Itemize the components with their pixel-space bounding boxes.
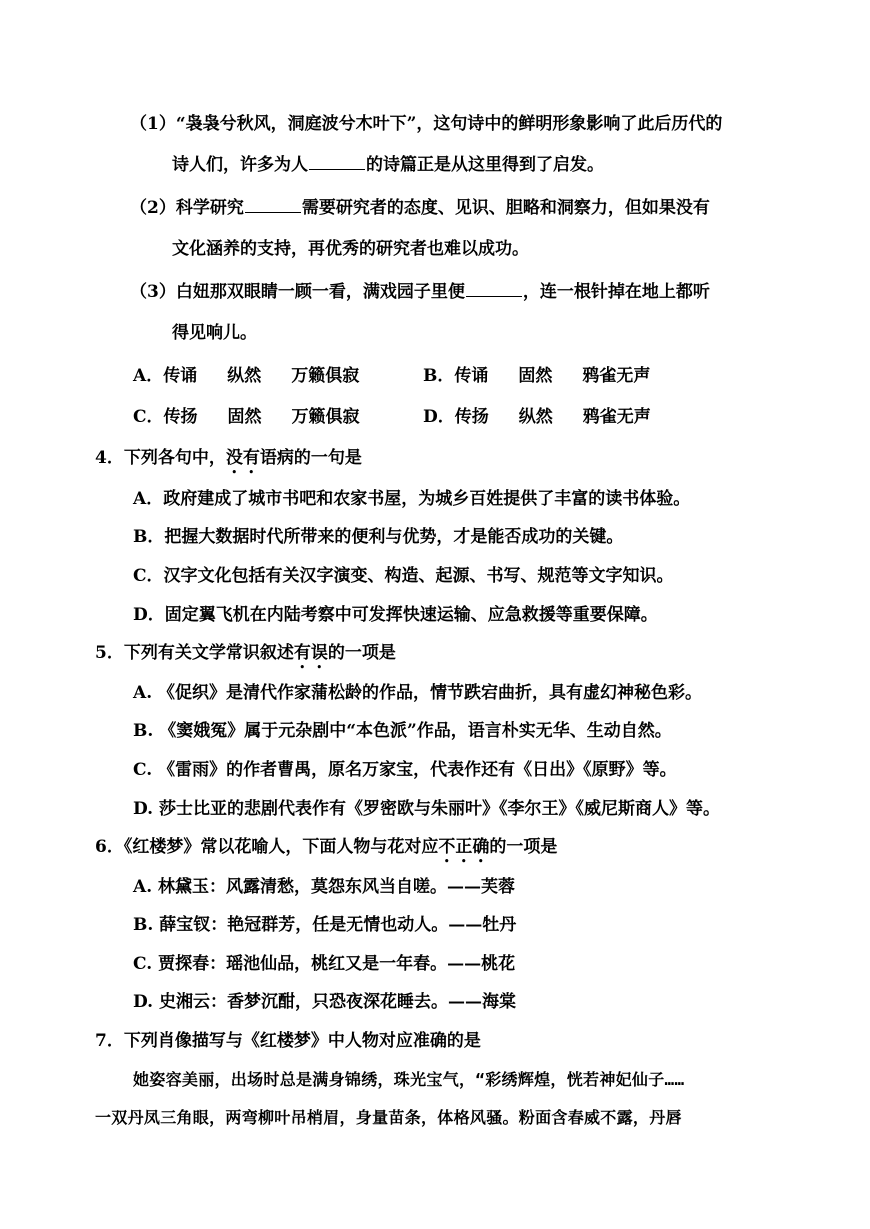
- q3-option-d[interactable]: [423, 405, 651, 429]
- q3-s3-text-pre: （3）白妞那双眼睛一顾一看，满戏园子里便: [130, 282, 465, 302]
- q3-s3-text-post: ，连一根针掉在地上都听: [522, 282, 710, 302]
- q3-option-c-word-2: 固然: [227, 407, 262, 427]
- q3-s3-text: 得见响儿。: [172, 323, 257, 343]
- q3-sentence-1-line-1: [130, 112, 722, 136]
- q5-option-a[interactable]: A. 《促织》是清代作家蒲松龄的作品，情节跌宕曲折，具有虚幻神秘色彩。: [133, 683, 703, 703]
- q3-option-d-word-1: D．传扬: [423, 407, 489, 427]
- q5-stem-emphasis: 有误: [293, 643, 328, 663]
- q5-option-b[interactable]: B. 《窦娥冤》属于元杂剧中“本色派”作品，语言朴实无华、生动自然。: [133, 721, 672, 741]
- q3-s1-text-pre: 诗人们，许多为人: [172, 155, 308, 175]
- q6-option-d[interactable]: D. 史湘云：香梦沉酣，只恐夜深花睡去。——海棠: [133, 992, 516, 1012]
- q3-sentence-3-line-2: [172, 321, 257, 345]
- q3-option-a[interactable]: [133, 364, 359, 388]
- q4-stem: [95, 446, 362, 478]
- q3-s2-text-pre: （2）科学研究: [130, 198, 244, 218]
- fill-blank-3[interactable]: [466, 282, 522, 297]
- q3-option-a-word-2: 纵然: [227, 366, 262, 386]
- q3-option-d-word-2: 纵然: [518, 407, 553, 427]
- q3-option-a-word-1: A．传诵: [133, 366, 198, 386]
- q6-stem-pre: 6．《红楼梦》常以花喻人，下面人物与花对应: [95, 837, 439, 857]
- q3-option-b[interactable]: [423, 364, 650, 388]
- q4-option-b[interactable]: B．把握大数据时代所带来的便利与优势，才是能否成功的关键。: [133, 527, 624, 547]
- q6-option-b[interactable]: B. 薛宝钗：艳冠群芳，任是无情也动人。——牡丹: [133, 915, 517, 935]
- q6-option-c[interactable]: C. 贾探春：瑶池仙品，桃红又是一年春。——桃花: [133, 954, 516, 974]
- q3-sentence-2-line-1: [130, 196, 710, 220]
- q3-option-d-word-3: 鸦雀无声: [582, 407, 651, 427]
- q3-sentence-1-line-2: [172, 153, 604, 177]
- q4-stem-emphasis: 没有: [225, 448, 260, 468]
- q3-s2-text: 文化涵养的支持，再优秀的研究者也难以成功。: [172, 239, 529, 259]
- fill-blank-1[interactable]: [309, 155, 365, 170]
- q3-sentence-2-line-2: [172, 237, 529, 261]
- q3-option-a-word-3: 万籁俱寂: [291, 366, 360, 386]
- q4-stem-pre: 4．下列各句中，: [95, 448, 226, 468]
- q7-passage-line-2: 一双丹凤三角眼，两弯柳叶吊梢眉，身量苗条，体格风骚。粉面含春威不露，丹唇: [95, 1108, 682, 1127]
- q4-option-d[interactable]: D．固定翼飞机在内陆考察中可发挥快速运输、应急救援等重要保障。: [133, 605, 658, 625]
- q3-s2-text-post: 需要研究者的态度、见识、胆略和洞察力，但如果没有: [301, 198, 710, 218]
- q5-option-c[interactable]: C. 《雷雨》的作者曹禺，原名万家宝，代表作还有《日出》《原野》等。: [133, 760, 677, 780]
- q6-stem-emphasis: 不正确: [438, 837, 490, 857]
- q5-stem-post: 的一项是: [327, 643, 396, 663]
- q3-option-c-word-1: C．传扬: [133, 407, 198, 427]
- q5-stem: [95, 641, 396, 673]
- q3-option-c[interactable]: [133, 405, 360, 429]
- q4-stem-post: 语病的一句是: [259, 448, 362, 468]
- q5-stem-pre: 5．下列有关文学常识叙述: [95, 643, 294, 663]
- q6-option-a[interactable]: A. 林黛玉：风露清愁，莫怨东风当自嗟。——芙蓉: [133, 877, 516, 897]
- q6-stem-post: 的一项是: [489, 837, 558, 857]
- q3-sentence-3-line-1: [130, 280, 710, 304]
- q7-stem: 7．下列肖像描写与《红楼梦》中人物对应准确的是: [95, 1031, 481, 1051]
- q5-option-d[interactable]: D. 莎士比亚的悲剧代表作有《罗密欧与朱丽叶》《李尔王》《威尼斯商人》等。: [133, 799, 720, 819]
- q3-option-c-word-3: 万籁俱寂: [291, 407, 360, 427]
- q3-option-b-word-1: B．传诵: [423, 366, 489, 386]
- q6-stem: [95, 835, 557, 867]
- q7-passage-line-1: 她姿容美丽，出场时总是满身锦绣，珠光宝气，“彩绣辉煌，恍若神妃仙子……: [133, 1070, 685, 1089]
- q3-s1-text: （1）“袅袅兮秋风，洞庭波兮木叶下”，这句诗中的鲜明形象影响了此后历代的: [130, 114, 723, 134]
- q3-option-b-word-3: 鸦雀无声: [582, 366, 651, 386]
- q3-s1-text-post: 的诗篇正是从这里得到了启发。: [366, 155, 604, 175]
- q3-option-b-word-2: 固然: [518, 366, 553, 386]
- fill-blank-2[interactable]: [245, 198, 301, 213]
- q4-option-a[interactable]: A．政府建成了城市书吧和农家书屋，为城乡百姓提供了丰富的读书体验。: [133, 489, 691, 509]
- q4-option-c[interactable]: C．汉字文化包括有关汉字演变、构造、起源、书写、规范等文字知识。: [133, 566, 674, 586]
